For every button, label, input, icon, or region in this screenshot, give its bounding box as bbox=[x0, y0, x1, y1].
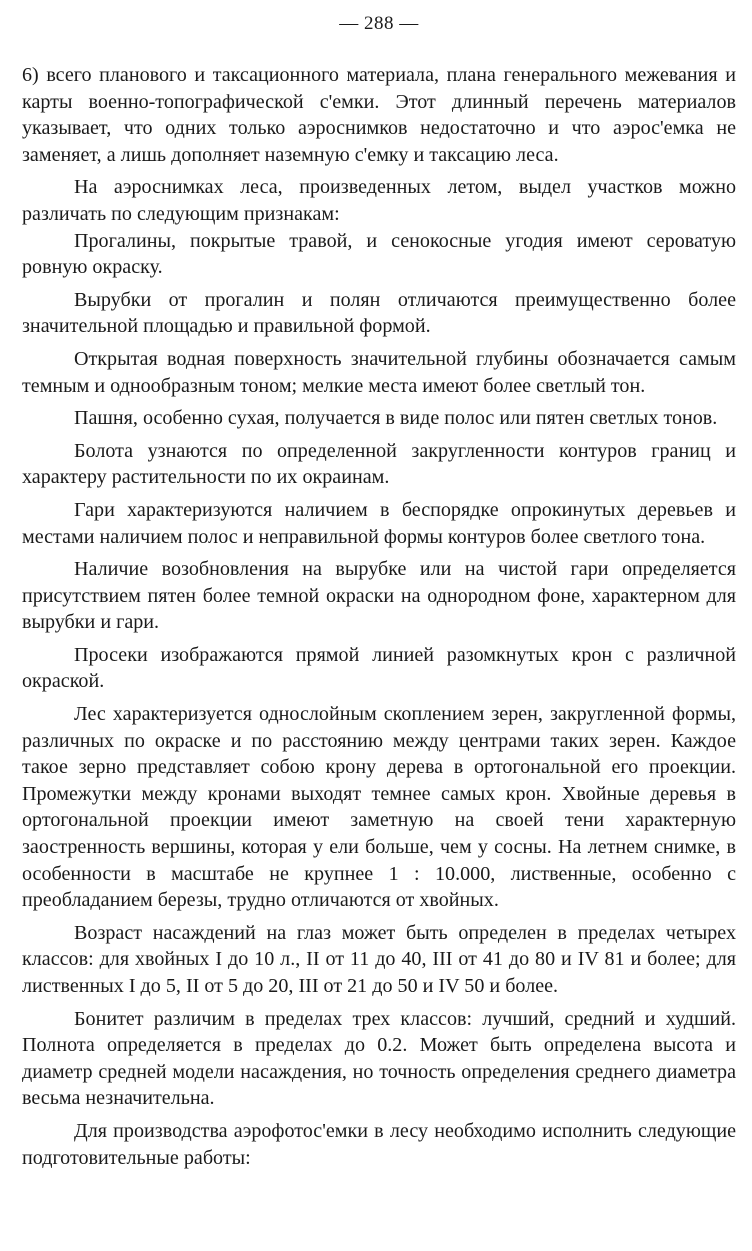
paragraph-13: Бонитет различим в пределах трех классов: лучший, средний и худший. Полнота определяется в пределах до 0.2. Может быть определена высота и диаметр средней модели насаждения, но точность определения среднего диаметра весьма незначительна. bbox=[22, 1007, 736, 1110]
paragraph-10: Просеки изображаются прямой линией разомкнутых крон с различной окраской. bbox=[22, 643, 736, 693]
paragraph-3: Прогалины, покрытые травой, и сенокосные угодия имеют сероватую ровную окраску. bbox=[22, 229, 736, 279]
paragraph-1: 6) всего планового и таксационного материала, плана генерального межевания и карты военно-топографической с'емки. Этот длинный перечень материалов указывает, что одних только аэроснимков недостаточно и что аэрос'емка не заменяет, а лишь дополняет наземную с'емку и таксацию леса. bbox=[22, 64, 736, 166]
page-number: — 288 — bbox=[339, 13, 419, 34]
paragraph-4: Вырубки от прогалин и полян отличаются преимущественно более значительной площадью и правильной формой. bbox=[22, 288, 736, 338]
paragraph-7: Болота узнаются по определенной закругленности контуров границ и характеру растительности по их окраинам. bbox=[22, 439, 736, 489]
body-text bbox=[22, 62, 736, 1171]
paragraph-12: Возраст насаждений на глаз может быть определен в пределах четырех классов: для хвойных I до 10 л., II от 11 до 40, III от 41 до 80 и IV 81 и более; для лиственных I до 5, II от 5 до 20, III от 21 до 50 и IV 50 и более. bbox=[22, 921, 736, 997]
paragraph-14: Для производства аэрофотос'емки в лесу необходимо исполнить следующие подготовительные работы: bbox=[22, 1119, 736, 1169]
paragraph-11: Лес характеризуется однослойным скоплением зерен, закругленной формы, различных по окраске и по расстоянию между центрами таких зерен. Каждое такое зерно представляет собою крону дерева в ортогональной его проекции. Промежутки между кронами выходят темнее самых крон. Хвойные деревья в ортогональной проекции имеют заметную на своей тени характерную заостренность вершины, которая у ели больше, чем у сосны. На летнем снимке, в особенности в масштабе не крупнее 1 : 10.000, лиственные, особенно с преобладанием березы, трудно отличаются от хвойных. bbox=[22, 703, 736, 912]
paragraph-5: Открытая водная поверхность значительной глубины обозначается самым темным и однообразным тоном; мелкие места имеют более светлый тон. bbox=[22, 347, 736, 397]
paragraph-2: На аэроснимках леса, произведенных летом, выдел участков можно различать по следующим признакам: bbox=[22, 176, 736, 225]
paragraph-8: Гари характеризуются наличием в беспорядке опрокинутых деревьев и местами наличием полос и неправильной формы контуров более светлого тона. bbox=[22, 498, 736, 548]
paragraph-9: Наличие возобновления на вырубке или на чистой гари определяется присутствием пятен более темной окраски на однородном фоне, характерном для вырубки и гари. bbox=[22, 558, 736, 634]
paragraph-6: Пашня, особенно сухая, получается в виде полос или пятен светлых тонов. bbox=[74, 407, 718, 430]
